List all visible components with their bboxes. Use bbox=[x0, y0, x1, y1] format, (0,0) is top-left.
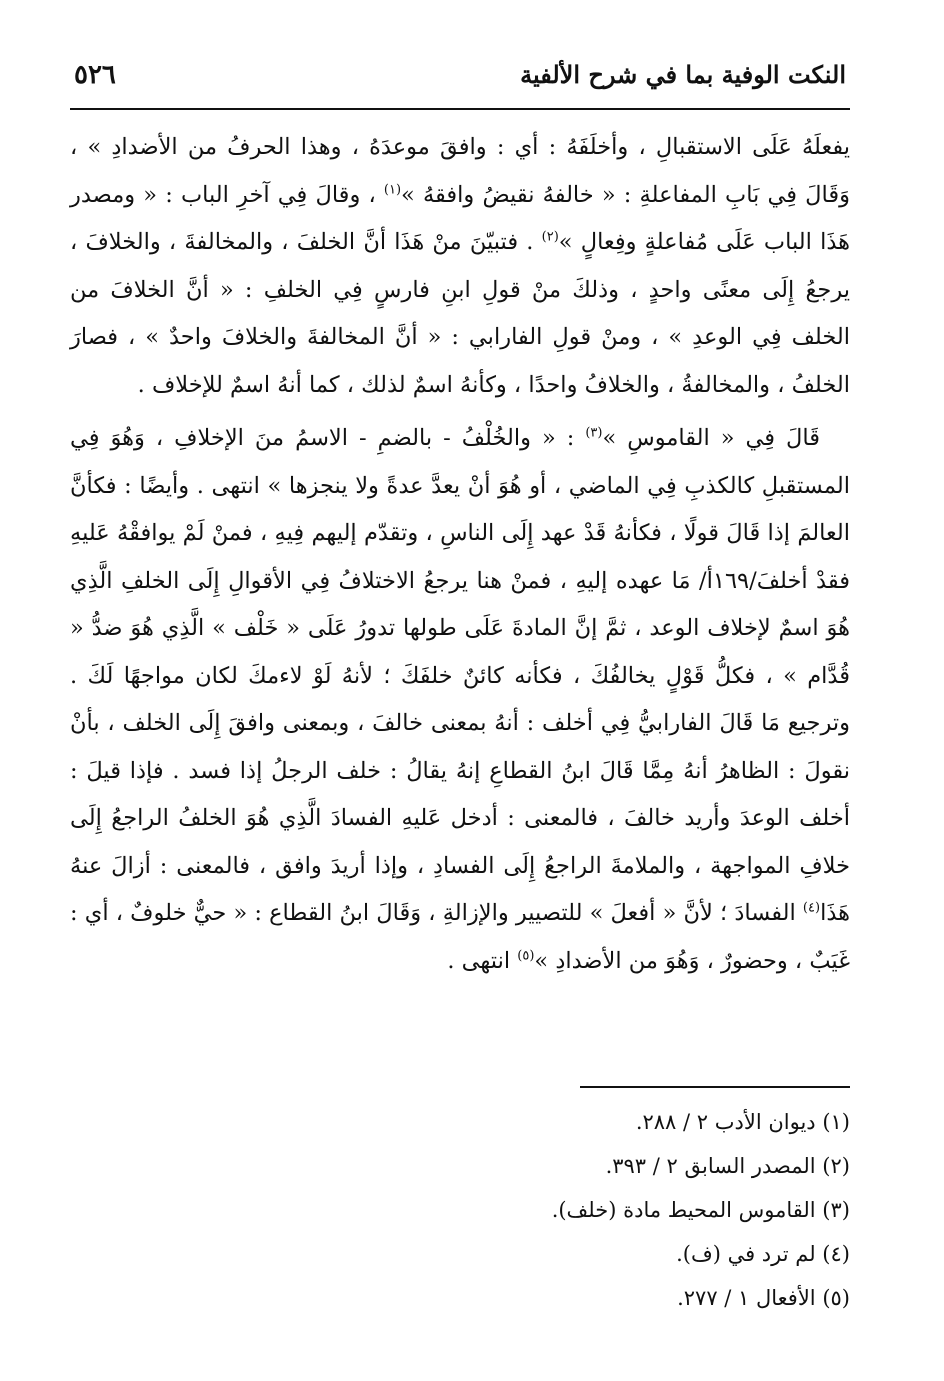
footnote-ref-1: (١) bbox=[383, 182, 402, 197]
footnote-ref-3: (٣) bbox=[585, 425, 603, 441]
footnote-ref-4: (٤) bbox=[802, 900, 821, 916]
footnotes bbox=[70, 1100, 850, 1320]
paragraph-2-part-3: الفسادَ ؛ لأنَّ « أفعلَ » للتصيير والإزالةِ ، وَقَالَ ابنُ القطاع : « حيٌّ خلوفٌ ، أي : غَيَبٌ ، وحضورٌ ، وَهُوَ من الأضدادِ » bbox=[70, 900, 850, 974]
paragraph-2-part-1: قَالَ فِي « القاموسِ » bbox=[602, 425, 821, 451]
page-number: ٥٢٦ bbox=[74, 60, 116, 90]
footnote-3: (٣) القاموس المحيط مادة (خلف). bbox=[551, 1198, 850, 1222]
footnote-1: (١) ديوان الأدب ٢ / ٢٨٨. bbox=[635, 1110, 850, 1134]
footnote-4: (٤) لم ترد في (ف). bbox=[676, 1242, 850, 1266]
footnote-ref-5: (٥) bbox=[517, 948, 535, 963]
footnote-divider bbox=[580, 1086, 850, 1088]
footnote-5: (٥) الأفعال ١ / ٢٧٧. bbox=[677, 1286, 850, 1310]
paragraph-1-part-3: . فتبيّنَ منْ هَذَا أنَّ الخلفَ ، والمخالفةَ ، والخلافَ ، يرجعُ إِلَى معنًى واحدٍ ، وذلكَ منْ قولِ ابنِ فارسٍ فِي الخلفِ : « أنَّ الخلافَ من الخلف فِي الوعدِ » ، ومنْ قولِ الفارابي : « أنَّ المخالفةَ والخلافَ واحدٌ » ، فصارَ الخلفُ ، والمخالفةُ ، والخلافُ واحدًا ، وكأنهُ اسمٌ لذلك ، كما أنهُ اسمٌ للإخلاف . bbox=[70, 229, 850, 398]
page bbox=[70, 60, 850, 1310]
footnote-2: (٢) المصدر السابق ٢ / ٣٩٣. bbox=[605, 1154, 850, 1178]
main-text bbox=[70, 124, 850, 985]
paragraph-2-part-4: انتهى . bbox=[447, 947, 518, 974]
paragraph-1 bbox=[70, 124, 850, 409]
footnote-ref-2: (٢) bbox=[541, 229, 559, 245]
paragraph-2 bbox=[70, 415, 850, 985]
paragraph-2-part-2: : « والخُلْفُ - بالضمِ - الاسمُ منَ الإخلافِ ، وَهُوَ فِي المستقبلِ كالكذبِ فِي الماضي ، أو هُوَ أنْ يعدَّ عدةً ولا ينجزها » انتهى . وأيضًا : فكأنَّ العالمَ إذا قَالَ قولًا ، فكأنهُ قَدْ عهد إِلَى الناسِ ، وتقدّم إليهم فِيهِ ، فمنْ لَمْ يوافقْهُ عَليهِ فقدْ أخلفَ/١٦٩أ/ مَا عهده إليهِ ، فمنْ هنا يرجعُ الاختلافُ فِي الأقوالِ إِلَى الخلفِ الَّذِي هُوَ اسمٌ لإخلاف الوعد ، ثمَّ إنَّ المادةَ عَلَى طولها تدورُ عَلَى « خَلْف » الَّذِي هُوَ ضدُّ « قُدَّام » ، فكلُّ قَوْلٍ يخالفُكَ ، فكأنه كائنٌ خلفَكَ ؛ لأنهُ لَوْ لاءمكَ لكان مواجهًا لَكَ . وترجيع مَا قَالَ الفارابيُّ فِي أخلف : أنهُ بمعنى خالفَ ، وبمعنى وافقَ إِلَى الخلف ، بأنْ نقولَ : الظاهرُ أنهُ مِمَّا قَالَ ابنُ القطاعِ إنهُ يقالُ : خلف الرجلُ إذا فسد . فإذا قيلَ : أخلف الوعدَ وأريد خالفَ ، فالمعنى : أدخل عَليهِ الفسادَ الَّذِي هُوَ الخلفُ الراجعُ إِلَى خلافِ المواجهة ، والملامةَ الراجعُ إِلَى الفسادِ ، وإذا أريدَ وافق ، فالمعنى : أزالَ عنهُ هَذَا bbox=[70, 425, 850, 926]
page-header bbox=[70, 60, 850, 110]
paragraph-1-part-1: يفعلَهُ عَلَى الاستقبالِ ، وأخلَفَهُ : أي : وافقَ موعدَهُ ، وهذا الحرفُ من الأضدادِ » ، وَقَالَ فِي بَابِ المفاعلةِ : « خالفهُ نقيضُ وافقهُ » bbox=[70, 134, 850, 208]
paragraph-1-part-2: ، وقالَ فِي آخرِ الباب : « ومصدر هَذَا الباب عَلَى مُفاعلةٍ وفِعالٍ » bbox=[70, 181, 850, 255]
running-title: النكت الوفية بما في شرح الألفية bbox=[520, 60, 846, 89]
